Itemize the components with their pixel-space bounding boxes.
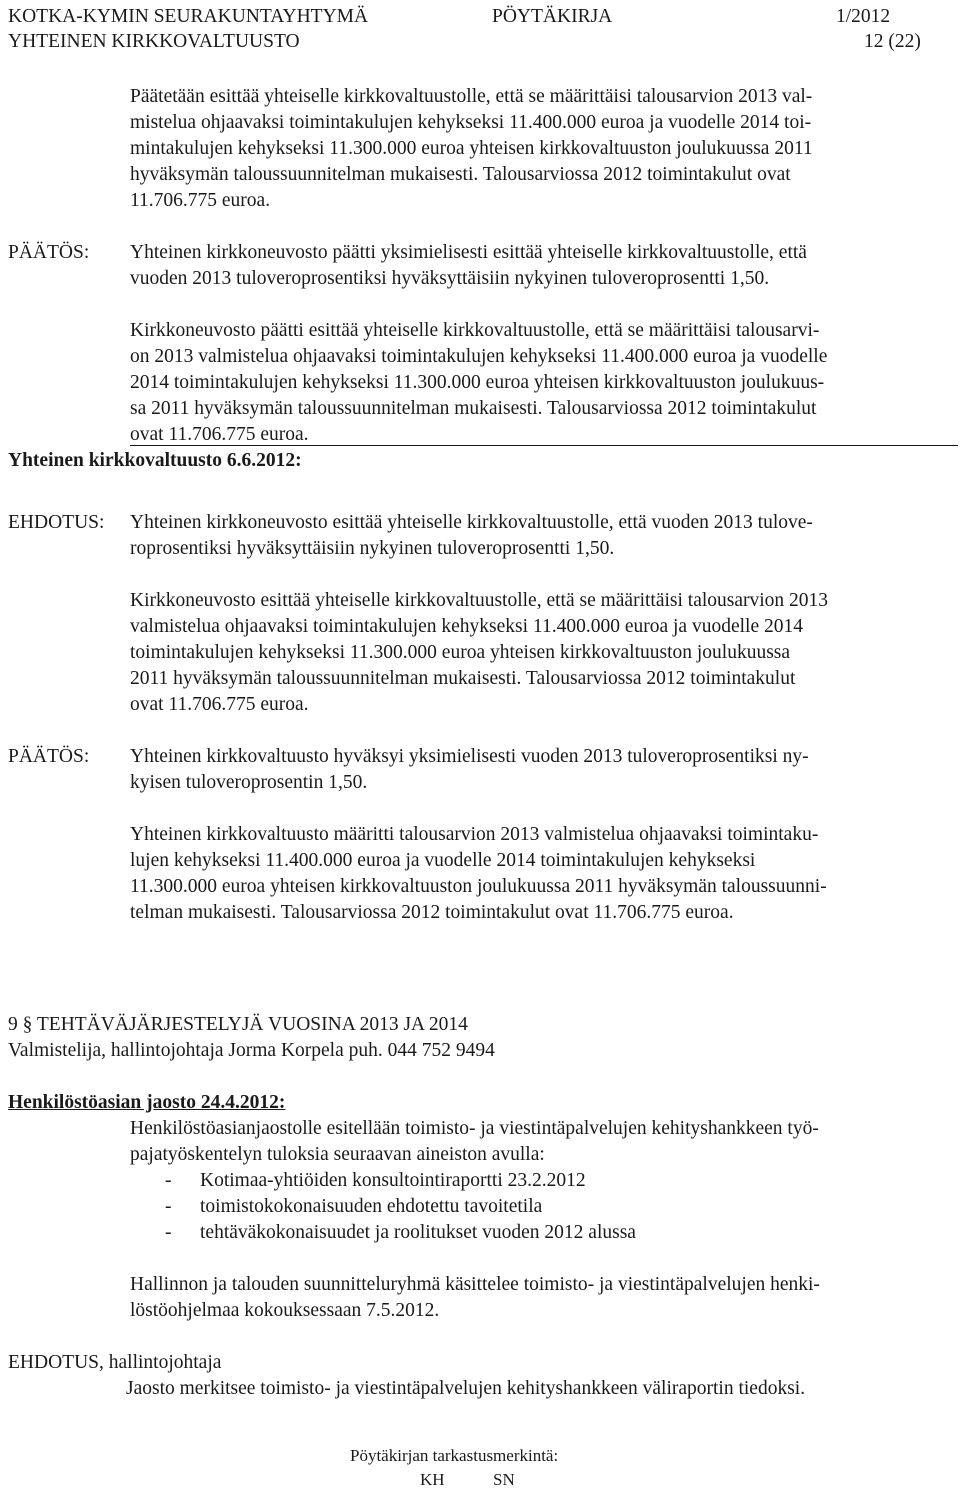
proposal-label: EHDOTUS, hallintojohtaja [8, 1352, 222, 1373]
decision-label: PÄÄTÖS: [8, 746, 90, 767]
paragraph-line: Yhteinen kirkkoneuvosto esittää yhteiselle kirkkovaltuustolle, että vuoden 2013 tulove- [130, 512, 813, 533]
paragraph-line: on 2013 valmistelua ohjaavaksi toimintakulujen kehykseksi 11.400.000 euroa ja vuodelle [130, 346, 828, 367]
paragraph-line: ovat 11.706.775 euroa. [130, 424, 309, 445]
page-number: 12 (22) [864, 31, 921, 52]
footer-initials-1: KH [420, 1470, 445, 1489]
paragraph-line: roprosentiksi hyväksyttäisiin nykyinen tuloveroprosentti 1,50. [130, 538, 615, 559]
paragraph-line: 2011 hyväksymän taloussuunnitelman mukaisesti. Talousarviossa 2012 toimintakulut [130, 668, 796, 689]
paragraph-line: pajatyöskentelyn tuloksia seuraavan aineiston avulla: [130, 1144, 545, 1165]
paragraph-line: telman mukaisesti. Talousarviossa 2012 toimintakulut ovat 11.706.775 euroa. [130, 902, 734, 923]
paragraph-line: Henkilöstöasianjaostolle esitellään toimisto- ja viestintäpalvelujen kehityshankkeen työ- [130, 1118, 819, 1139]
bullet-marker: - [165, 1222, 172, 1243]
paragraph-line: lujen kehykseksi 11.400.000 euroa ja vuodelle 2014 toimintakulujen kehykseksi [130, 850, 756, 871]
paragraph-line: Kirkkoneuvosto päätti esittää yhteiselle kirkkovaltuustolle, että se määrittäisi talousarvi- [130, 320, 820, 341]
paragraph-line: 11.300.000 euroa yhteisen kirkkovaltuuston joulukuussa 2011 hyväksymän taloussuunni- [130, 876, 827, 897]
body-name: YHTEINEN KIRKKOVALTUUSTO [8, 31, 300, 52]
document-number: 1/2012 [836, 6, 891, 27]
horizontal-rule [130, 445, 958, 446]
paragraph-line: Yhteinen kirkkoneuvosto päätti yksimielisesti esittää yhteiselle kirkkovaltuustolle, että [130, 242, 807, 263]
bullet-marker: - [165, 1196, 172, 1217]
paragraph-line: Jaosto merkitsee toimisto- ja viestintäpalvelujen kehityshankkeen väliraportin tiedoksi. [126, 1378, 806, 1399]
proposal-label: EHDOTUS: [8, 512, 105, 533]
paragraph-line: 2014 toimintakulujen kehykseksi 11.300.000 euroa yhteisen kirkkovaltuuston joulukuus- [130, 372, 825, 393]
paragraph-line: hyväksymän taloussuunnitelman mukaisesti. Talousarviossa 2012 toimintakulut ovat [130, 164, 791, 185]
paragraph-line: vuoden 2013 tuloveroprosentiksi hyväksyttäisiin nykyinen tuloveroprosentti 1,50. [130, 268, 770, 289]
section-heading: Yhteinen kirkkovaltuusto 6.6.2012: [8, 450, 302, 471]
preparer-line: Valmistelija, hallintojohtaja Jorma Korpela puh. 044 752 9494 [8, 1040, 495, 1061]
paragraph-line: Kirkkoneuvosto esittää yhteiselle kirkkovaltuustolle, että se määrittäisi talousarvion 2013 [130, 590, 829, 611]
list-item: toimistokokonaisuuden ehdotettu tavoitetila [200, 1196, 543, 1217]
paragraph-line: 11.706.775 euroa. [130, 190, 271, 211]
paragraph-line: Hallinnon ja talouden suunnitteluryhmä käsittelee toimisto- ja viestintäpalvelujen henki- [130, 1274, 820, 1295]
paragraph-line: toimintakulujen kehykseksi 11.300.000 euroa yhteisen kirkkovaltuuston joulukuussa [130, 642, 791, 663]
footer-initials-2: SN [493, 1470, 515, 1489]
list-item: tehtäväkokonaisuudet ja roolitukset vuoden 2012 alussa [200, 1222, 636, 1243]
paragraph-line: Yhteinen kirkkovaltuusto hyväksyi yksimielisesti vuoden 2013 tuloveroprosentiksi ny- [130, 746, 809, 767]
organization-name: KOTKA-KYMIN SEURAKUNTAYHTYMÄ [8, 6, 369, 27]
paragraph-line: Yhteinen kirkkovaltuusto määritti talousarvion 2013 valmistelua ohjaavaksi toimintaku- [130, 824, 819, 845]
section-heading: Henkilöstöasian jaosto 24.4.2012: [8, 1092, 286, 1113]
paragraph-line: mistelua ohjaavaksi toimintakulujen kehykseksi 11.400.000 euroa ja vuodelle 2014 toi- [130, 112, 812, 133]
paragraph-line: löstöohjelmaa kokouksessaan 7.5.2012. [130, 1300, 440, 1321]
paragraph-line: valmistelua ohjaavaksi toimintakulujen kehykseksi 11.400.000 euroa ja vuodelle 2014 [130, 616, 803, 637]
paragraph-line: mintakulujen kehykseksi 11.300.000 euroa yhteisen kirkkovaltuuston joulukuussa 2011 [130, 138, 813, 159]
section-title: 9 § TEHTÄVÄJÄRJESTELYJÄ VUOSINA 2013 JA 2014 [8, 1014, 468, 1035]
footer-label: Pöytäkirjan tarkastusmerkintä: [350, 1446, 559, 1465]
bullet-marker: - [165, 1170, 172, 1191]
paragraph-line: ovat 11.706.775 euroa. [130, 694, 309, 715]
paragraph-line: sa 2011 hyväksymän taloussuunnitelman mukaisesti. Talousarviossa 2012 toimintakulut [130, 398, 817, 419]
decision-label: PÄÄTÖS: [8, 242, 90, 263]
document-type: PÖYTÄKIRJA [492, 6, 613, 27]
paragraph-line: Päätetään esittää yhteiselle kirkkovaltuustolle, että se määrittäisi talousarvion 2013 val- [130, 86, 813, 107]
list-item: Kotimaa-yhtiöiden konsultointiraportti 23.2.2012 [200, 1170, 586, 1191]
paragraph-line: kyisen tuloveroprosentin 1,50. [130, 772, 368, 793]
